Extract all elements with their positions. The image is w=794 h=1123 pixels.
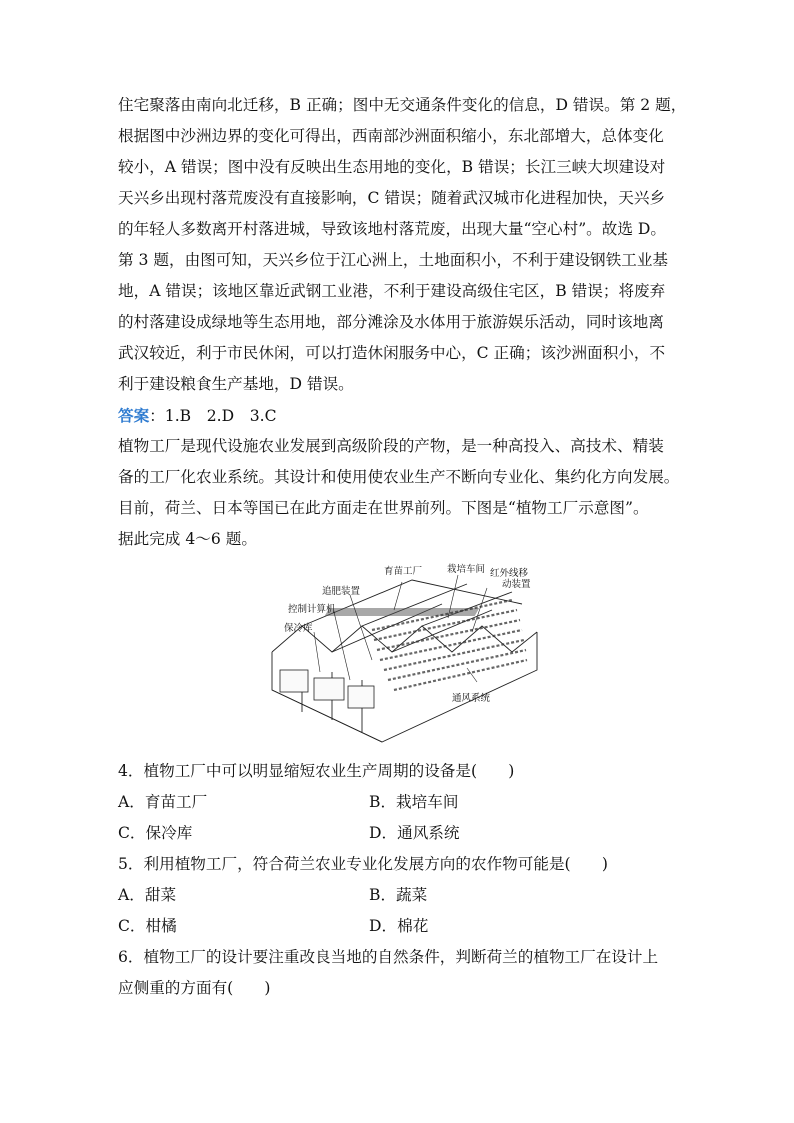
explanation-line: 的村落建设成绿地等生态用地，部分滩涂及水体用于旅游娱乐活动，同时该地离 — [118, 313, 664, 331]
question-5-option-d[interactable]: D．棉花 — [369, 917, 429, 935]
explanation-line: 的年轻人多数离开村落进城，导致该地村落荒废，出现大量“空心村”。故选 D。 — [118, 220, 666, 238]
intro-paragraph — [118, 431, 678, 555]
question-5-option-c[interactable]: C．柑橘 — [118, 917, 177, 935]
intro-line: 目前，荷兰、日本等国已在此方面走在世界前列。下图是“植物工厂示意图”。 — [118, 499, 649, 517]
figure-label-cultivation: 栽培车间 — [447, 564, 486, 575]
question-6-line: 6．植物工厂的设计要注重改良当地的自然条件，判断荷兰的植物工厂在设计上 — [118, 948, 659, 966]
intro-line: 植物工厂是现代设施农业发展到高级阶段的产物，是一种高投入、高技术、精装 — [118, 437, 664, 455]
explanation-line: 地，A 错误；该地区靠近武钢工业港，不利于建设高级住宅区，B 错误；将废弃 — [118, 282, 666, 300]
figure-label-ventilation: 通风系统 — [452, 693, 491, 704]
question-6-line: 应侧重的方面有( ) — [118, 979, 271, 997]
explanation-paragraph — [118, 90, 687, 400]
figure-label-cold-storage: 保冷库 — [284, 623, 313, 634]
figure-label-infrared-2: 动装置 — [502, 579, 531, 590]
intro-line: 据此完成 4～6 题。 — [118, 530, 257, 548]
plant-factory-figure — [262, 560, 552, 758]
answer-line — [118, 400, 678, 432]
question-4-option-a[interactable]: A．育苗工厂 — [118, 793, 208, 811]
figure-label-infrared-1: 红外线移 — [490, 568, 529, 579]
explanation-line: 第 3 题，由图可知，天兴乡位于江心洲上，土地面积小，不利于建设钢铁工业基 — [118, 251, 669, 269]
question-4-option-b[interactable]: B．栽培车间 — [369, 793, 459, 811]
question-4-stem: 4．植物工厂中可以明显缩短农业生产周期的设备是( ) — [118, 762, 515, 780]
intro-line: 备的工厂化农业系统。其设计和使用使农业生产不断向专业化、集约化方向发展。 — [118, 468, 680, 486]
explanation-line: 根据图中沙洲边界的变化可得出，西南部沙洲面积缩小，东北部增大，总体变化 — [118, 127, 664, 145]
figure-label-computer: 控制计算机 — [288, 604, 336, 615]
explanation-line: 天兴乡出现村落荒废没有直接影响，C 错误；随着武汉城市化进程加快，天兴乡 — [118, 189, 666, 207]
explanation-line: 住宅聚落由南向北迁移，B 正确；图中无交通条件变化的信息，D 错误。第 2 题， — [118, 96, 687, 114]
question-5-option-a[interactable]: A．甜菜 — [118, 886, 177, 904]
explanation-line: 武汉较近，利于市民休闲，可以打造休闲服务中心，C 正确；该沙洲面积小，不 — [118, 344, 666, 362]
explanation-line: 较小，A 错误；图中没有反映出生态用地的变化，B 错误；长江三峡大坝建设对 — [118, 158, 666, 176]
question-6-stem — [118, 942, 678, 1004]
explanation-line: 利于建设粮食生产基地，D 错误。 — [118, 375, 354, 393]
question-4-option-c[interactable]: C．保冷库 — [118, 824, 193, 842]
question-5-stem: 5．利用植物工厂，符合荷兰农业专业化发展方向的农作物可能是( ) — [118, 855, 608, 873]
answer-text: ：1.B 2.D 3.C — [149, 407, 277, 425]
figure-label-fertilizer: 追肥装置 — [322, 586, 361, 597]
answer-label: 答案 — [118, 406, 150, 425]
figure-label-seedling: 育苗工厂 — [384, 566, 423, 577]
question-4-option-d[interactable]: D．通风系统 — [369, 824, 460, 842]
question-5-option-b[interactable]: B．蔬菜 — [369, 886, 428, 904]
